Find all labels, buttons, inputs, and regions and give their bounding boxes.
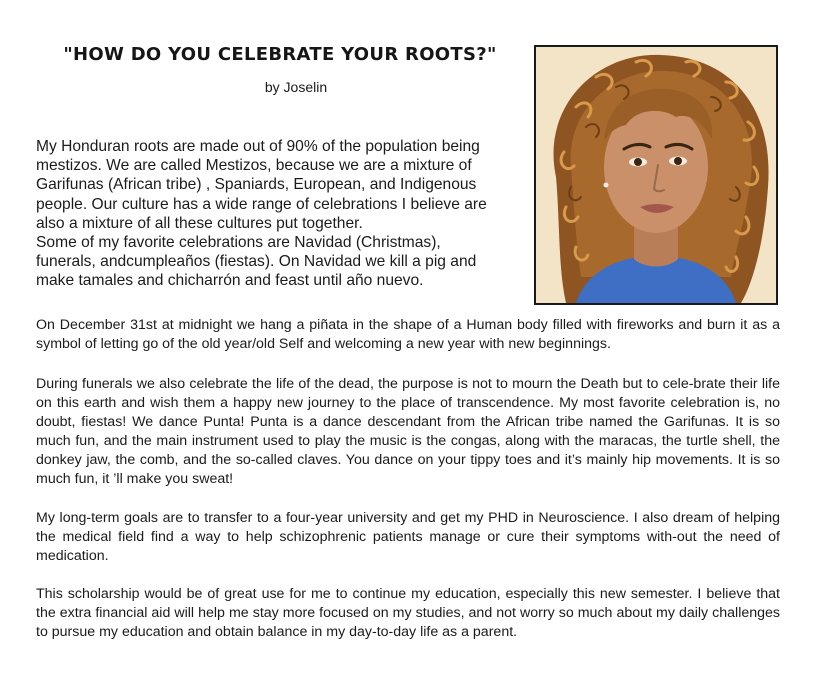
intro-line: My Honduran roots are made out of 90% of the population being bbox=[36, 138, 480, 155]
intro-line: people. Our culture has a wide range of celebrations I believe are bbox=[36, 195, 487, 213]
intro-line: funerals, andcumpleaños (fiestas). On Navidad we kill a pig and bbox=[36, 253, 477, 271]
paragraph-scholarship: This scholarship would be of great use for me to continue my education, especially this new semester. I believe that the extra financial aid will help me stay more focused on my studies, and not worry so much about my daily challenges to pursue my education and obtain balance in my day-to-day life as a parent. bbox=[36, 586, 780, 640]
intro-line: make tamales and chicharrón and feast until año nuevo. bbox=[36, 272, 424, 290]
intro-paragraph bbox=[36, 137, 530, 291]
intro-line: Garifunas (African tribe) , Spaniards, European, and Indigenous bbox=[36, 176, 477, 194]
paragraph-new-year: On December 31st at midnight we hang a piñata in the shape of a Human body filled with fireworks and burn it as a symbol of letting go of the old year/old Self and welcoming a new year with new beginnings. bbox=[36, 317, 780, 352]
portrait-illustration bbox=[536, 47, 776, 303]
article-title: "HOW DO YOU CELEBRATE YOUR ROOTS?" bbox=[63, 44, 497, 65]
intro-line: also a mixture of all these cultures put together. bbox=[36, 214, 363, 232]
author-portrait-photo bbox=[534, 45, 778, 305]
intro-line: Some of my favorite celebrations are Navidad (Christmas), bbox=[36, 234, 441, 252]
author-byline: by Joselin bbox=[264, 79, 328, 95]
paragraph-long-term-goals: My long-term goals are to transfer to a four-year university and get my PHD in Neuroscience. I also dream of helping the medical field find a way to help schizophrenic patients manage or cure their symptoms with-out the need of medication. bbox=[36, 510, 780, 564]
paragraph-funerals-fiestas: During funerals we also celebrate the life of the dead, the purpose is not to mourn the Death but to cele-brate their life on this earth and wish them a happy new journey to the place of transcendence. My most favorite celebration is, no doubt, fiestas! We dance Punta! Punta is a dance descendant from the African tribe named the Garifunas. It is so much fun, and the main instrument used to play the music is the congas, along with the maracas, the turtle shell, the donkey jaw, the comb, and the so-called claves. You dance on your tippy toes and it’s mainly hip movements. It is so much fun, it ’ll make you sweat! bbox=[36, 376, 780, 487]
intro-line: mestizos. We are called Mestizos, because we are a mixture of bbox=[36, 157, 472, 175]
